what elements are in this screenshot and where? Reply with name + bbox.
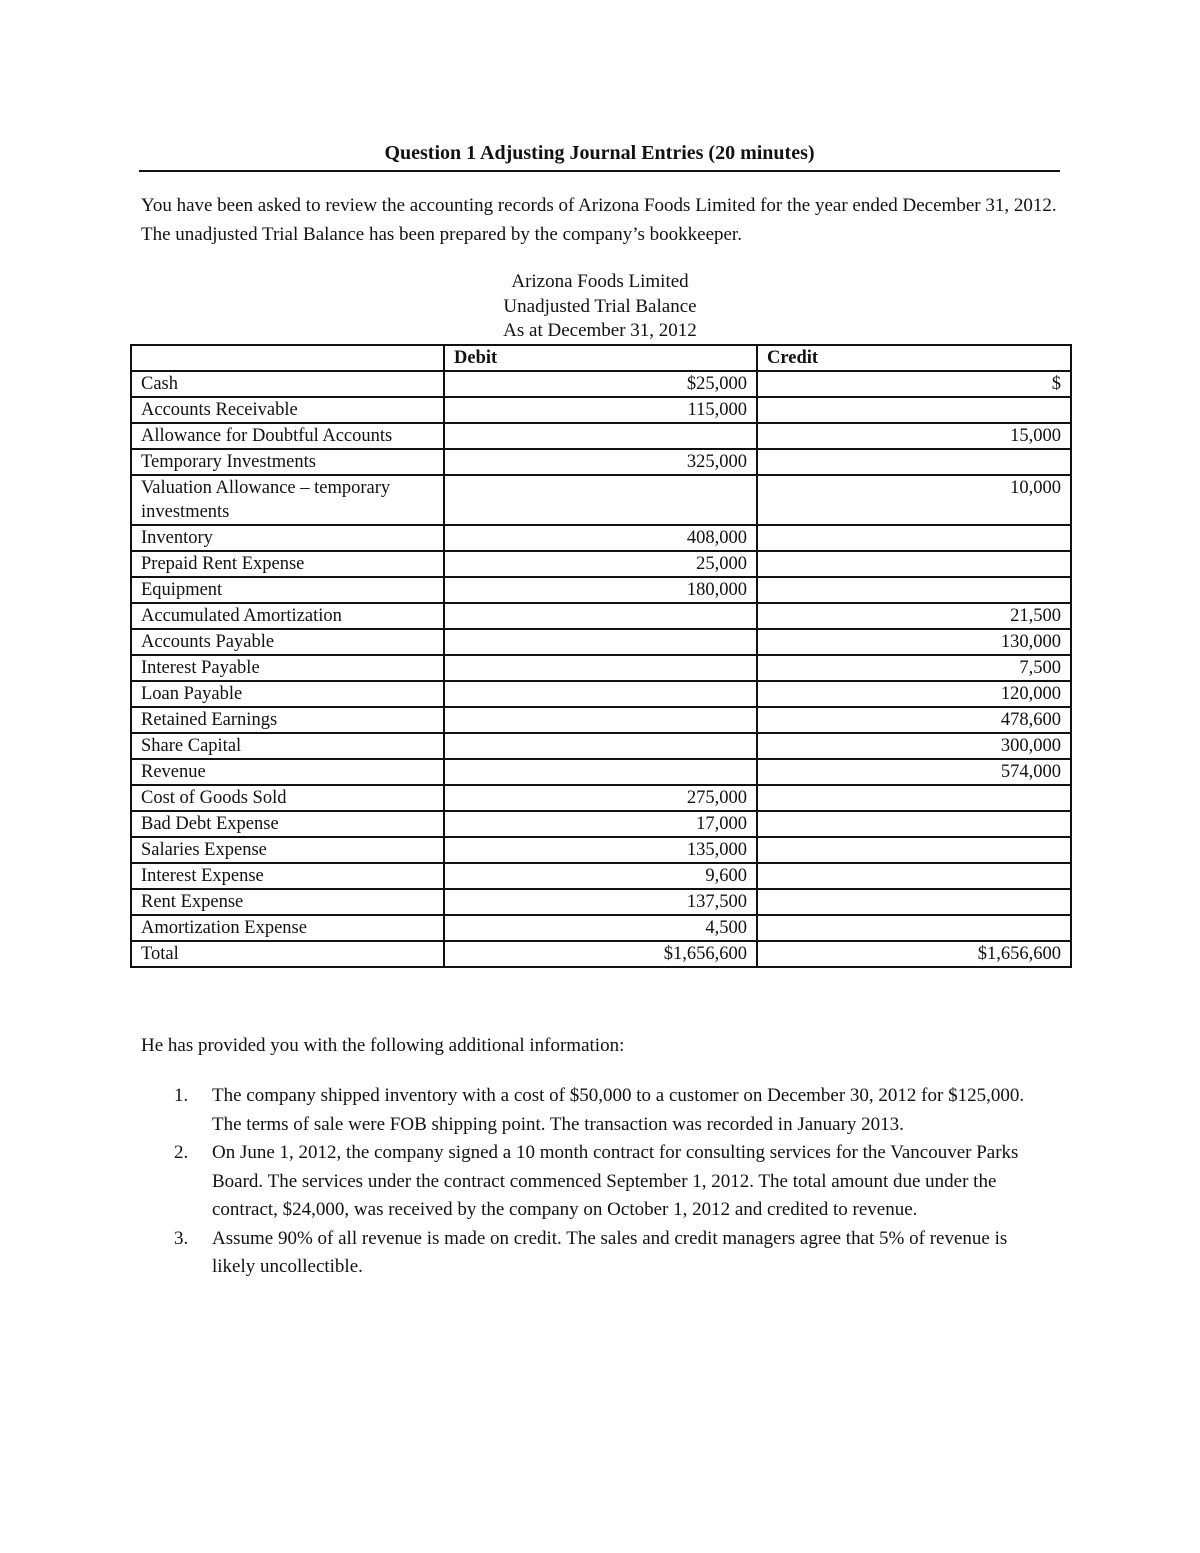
- intro-paragraph: You have been asked to review the accounting records of Arizona Foods Limited for the year ended December 31, 2012. The unadjusted Trial Balance has been prepared by the company’s bookkeeper.: [141, 195, 1057, 245]
- list-item-text: The company shipped inventory with a cost of $50,000 to a customer on December 30, 2012 for $125,000. The terms of sale were FOB shipping point. The transaction was recorded in January 2013.: [212, 1085, 1025, 1135]
- account-cell: Accumulated Amortization: [131, 603, 444, 629]
- account-cell: Interest Payable: [131, 655, 444, 681]
- additional-info-list: [160, 1082, 1050, 1282]
- account-column-header: [131, 345, 444, 371]
- table-row: [131, 475, 1071, 525]
- credit-cell: [757, 397, 1071, 423]
- credit-cell: [757, 863, 1071, 889]
- table-row: [131, 423, 1071, 449]
- debit-cell: 4,500: [444, 915, 757, 941]
- credit-cell: [757, 889, 1071, 915]
- account-cell: Loan Payable: [131, 681, 444, 707]
- credit-cell: 15,000: [757, 423, 1071, 449]
- trial-balance-caption: [130, 270, 1070, 344]
- debit-cell: 408,000: [444, 525, 757, 551]
- debit-cell: 17,000: [444, 811, 757, 837]
- credit-cell: [757, 577, 1071, 603]
- table-row: [131, 397, 1071, 423]
- debit-cell: [444, 759, 757, 785]
- credit-cell: 10,000: [757, 475, 1071, 525]
- credit-cell: 574,000: [757, 759, 1071, 785]
- debit-cell: 275,000: [444, 785, 757, 811]
- account-cell: Valuation Allowance – temporary investments: [131, 475, 444, 525]
- debit-cell: $25,000: [444, 371, 757, 397]
- table-row: [131, 837, 1071, 863]
- table-header-row: [131, 345, 1071, 371]
- company-name: Arizona Foods Limited: [511, 271, 689, 292]
- account-cell: Cash: [131, 371, 444, 397]
- list-item: [160, 1082, 1050, 1139]
- account-cell: Temporary Investments: [131, 449, 444, 475]
- debit-cell: $1,656,600: [444, 941, 757, 967]
- account-cell: Prepaid Rent Expense: [131, 551, 444, 577]
- list-item-text: Assume 90% of all revenue is made on credit. The sales and credit managers agree that 5% of revenue is likely uncollectible.: [212, 1227, 1008, 1277]
- list-item-number: 2.: [174, 1142, 189, 1163]
- table-row: [131, 551, 1071, 577]
- account-cell: Inventory: [131, 525, 444, 551]
- table-row: [131, 525, 1071, 551]
- credit-cell: [757, 915, 1071, 941]
- credit-cell: 478,600: [757, 707, 1071, 733]
- account-cell: Accounts Receivable: [131, 397, 444, 423]
- credit-cell: [757, 811, 1071, 837]
- table-row: [131, 889, 1071, 915]
- question-title: Question 1 Adjusting Journal Entries (20 minutes): [384, 142, 815, 164]
- account-cell: Retained Earnings: [131, 707, 444, 733]
- table-row: [131, 863, 1071, 889]
- account-cell: Salaries Expense: [131, 837, 444, 863]
- account-cell: Share Capital: [131, 733, 444, 759]
- account-cell: Rent Expense: [131, 889, 444, 915]
- account-cell: Allowance for Doubtful Accounts: [131, 423, 444, 449]
- debit-cell: [444, 655, 757, 681]
- debit-cell: [444, 681, 757, 707]
- credit-cell: [757, 449, 1071, 475]
- debit-cell: 180,000: [444, 577, 757, 603]
- debit-cell: 25,000: [444, 551, 757, 577]
- list-item-number: 3.: [174, 1227, 189, 1249]
- table-row: [131, 733, 1071, 759]
- account-cell: Interest Expense: [131, 863, 444, 889]
- account-cell: Accounts Payable: [131, 629, 444, 655]
- credit-cell: 130,000: [757, 629, 1071, 655]
- table-row: [131, 785, 1071, 811]
- credit-cell: 120,000: [757, 681, 1071, 707]
- debit-cell: [444, 733, 757, 759]
- table-row: [131, 371, 1071, 397]
- credit-cell: [757, 551, 1071, 577]
- account-cell: Cost of Goods Sold: [131, 785, 444, 811]
- credit-cell: 21,500: [757, 603, 1071, 629]
- credit-cell: $1,656,600: [757, 941, 1071, 967]
- credit-cell: 7,500: [757, 655, 1071, 681]
- credit-cell: [757, 837, 1071, 863]
- table-row: [131, 941, 1071, 967]
- trial-balance-table: [130, 344, 1072, 968]
- table-row: [131, 915, 1071, 941]
- debit-cell: [444, 423, 757, 449]
- account-cell: Total: [131, 941, 444, 967]
- report-date: As at December 31, 2012: [503, 320, 697, 341]
- credit-cell: $: [757, 371, 1071, 397]
- table-row: [131, 759, 1071, 785]
- list-item: [160, 1225, 1050, 1282]
- additional-info-intro: He has provided you with the following additional information:: [141, 1035, 625, 1056]
- debit-cell: 115,000: [444, 397, 757, 423]
- table-row: [131, 629, 1071, 655]
- table-row: [131, 681, 1071, 707]
- credit-cell: [757, 525, 1071, 551]
- table-row: [131, 577, 1071, 603]
- account-cell: Revenue: [131, 759, 444, 785]
- account-cell: Amortization Expense: [131, 915, 444, 941]
- table-row: [131, 811, 1071, 837]
- list-item-text: On June 1, 2012, the company signed a 10 month contract for consulting services for the Vancouver Parks Board. The services under the contract commenced September 1, 2012. The total amount due under the contract, $24,000, was received by the company on October 1, 2012 and credited to revenue.: [212, 1142, 1019, 1220]
- table-row: [131, 603, 1071, 629]
- table-row: [131, 655, 1071, 681]
- debit-cell: [444, 603, 757, 629]
- debit-cell: [444, 629, 757, 655]
- account-cell: Equipment: [131, 577, 444, 603]
- debit-column-header: Debit: [444, 345, 757, 371]
- credit-column-header: Credit: [757, 345, 1071, 371]
- credit-cell: [757, 785, 1071, 811]
- report-name: Unadjusted Trial Balance: [503, 295, 697, 317]
- debit-cell: [444, 707, 757, 733]
- table-row: [131, 449, 1071, 475]
- debit-cell: [444, 475, 757, 525]
- title-underline: [139, 170, 1060, 172]
- list-item-number: 1.: [174, 1085, 189, 1106]
- debit-cell: 135,000: [444, 837, 757, 863]
- account-cell: Bad Debt Expense: [131, 811, 444, 837]
- debit-cell: 137,500: [444, 889, 757, 915]
- debit-cell: 325,000: [444, 449, 757, 475]
- list-item: [160, 1139, 1050, 1225]
- credit-cell: 300,000: [757, 733, 1071, 759]
- table-row: [131, 707, 1071, 733]
- debit-cell: 9,600: [444, 863, 757, 889]
